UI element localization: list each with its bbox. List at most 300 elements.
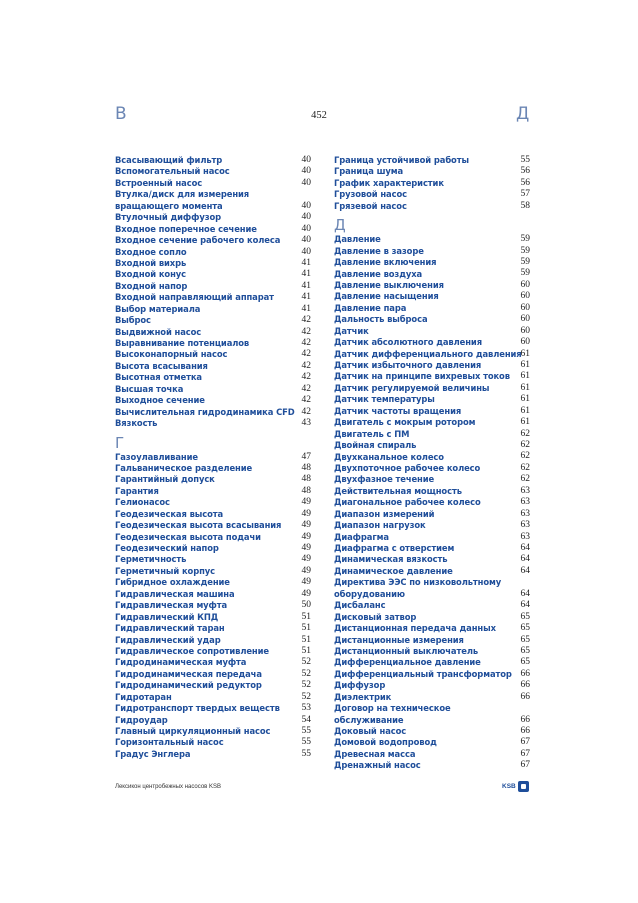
index-term: Давление в зазоре [334, 245, 424, 256]
index-page-ref: 63 [520, 497, 530, 508]
index-term: Древесная масса [334, 748, 416, 759]
index-page-ref: 65 [520, 623, 530, 634]
index-term: Доковый насос [334, 726, 407, 737]
index-entry [334, 349, 530, 360]
index-page-ref: 55 [301, 748, 311, 759]
index-term: Гидравлический КПД [115, 611, 219, 622]
index-page-ref: 48 [301, 485, 311, 496]
index-page-ref: 49 [301, 565, 311, 576]
index-page-ref: 61 [520, 382, 530, 393]
index-entry [115, 189, 311, 212]
index-term: Дисковый затвор [334, 611, 417, 622]
index-entry [334, 234, 530, 245]
index-entry [115, 737, 311, 748]
index-entry [334, 657, 530, 668]
index-page-ref: 63 [520, 520, 530, 531]
index-term: Датчик абсолютного давления [334, 337, 482, 348]
index-page-ref: 52 [301, 680, 311, 691]
index-column-right [334, 155, 530, 772]
index-entry [115, 304, 311, 315]
index-term: Давление пара [334, 302, 407, 313]
header-letter-right: Д [516, 104, 530, 124]
index-page-ref: 48 [301, 462, 311, 473]
index-term: Двигатель с мокрым ротором [334, 417, 476, 428]
index-entry [334, 291, 530, 302]
index-page-ref: 64 [520, 588, 530, 599]
index-term: Двигатель с ПМ [334, 428, 410, 439]
index-page-ref: 51 [301, 634, 311, 645]
index-term: Диагональное рабочее колесо [334, 497, 481, 508]
index-page-ref: 62 [520, 451, 530, 462]
index-page-ref: 62 [520, 428, 530, 439]
index-term: Главный циркуляционный насос [115, 726, 271, 737]
index-entry [334, 417, 530, 428]
index-term: Высотная отметка [115, 372, 202, 383]
index-page-ref: 41 [301, 303, 311, 314]
index-term: Домовой водопровод [334, 737, 437, 748]
index-term: Выброс [115, 315, 151, 326]
index-page-ref: 59 [520, 257, 530, 268]
index-term: Диафрагма [334, 531, 389, 542]
index-entry [334, 474, 530, 485]
index-entry [115, 520, 311, 531]
index-entry [115, 384, 311, 395]
index-entry [334, 703, 530, 726]
index-entry [115, 715, 311, 726]
index-page-ref: 52 [301, 691, 311, 702]
index-entry [115, 635, 311, 646]
index-term: Входное поперечное сечение [115, 223, 257, 234]
index-term: Грязевой насос [334, 200, 407, 211]
index-page-ref: 51 [301, 623, 311, 634]
index-page-ref: 63 [520, 531, 530, 542]
index-term: Дифференциальное давление [334, 657, 481, 668]
index-term: Дисбаланс [334, 600, 386, 611]
index-entry [115, 577, 311, 588]
index-term: Диффузор [334, 680, 386, 691]
index-entry [334, 440, 530, 451]
index-entry [334, 486, 530, 497]
index-page-ref: 64 [520, 554, 530, 565]
index-page-ref: 54 [301, 714, 311, 725]
index-page-ref: 60 [520, 314, 530, 325]
index-entry [115, 372, 311, 383]
index-term: Входной направляющий аппарат [115, 292, 274, 303]
ksb-logo-icon [518, 781, 529, 792]
index-page-ref: 61 [520, 359, 530, 370]
index-term: Гидравлический удар [115, 634, 221, 645]
index-entry [334, 497, 530, 508]
index-page-ref: 51 [301, 611, 311, 622]
index-term: Дистанционный выключатель [334, 645, 479, 656]
index-term: Диэлектрик [334, 691, 392, 702]
index-entry [334, 257, 530, 268]
index-entry [115, 703, 311, 714]
index-entry [115, 692, 311, 703]
index-entry [334, 554, 530, 565]
index-term: Геодезическая высота [115, 508, 224, 519]
index-entry [115, 497, 311, 508]
index-term: Входной напор [115, 280, 188, 291]
index-entry [115, 395, 311, 406]
index-term: Двухпоточное рабочее колесо [334, 462, 481, 473]
index-page-ref: 42 [301, 326, 311, 337]
index-term: Геодезическая высота всасывания [115, 520, 282, 531]
index-page-ref: 63 [520, 485, 530, 496]
index-entry [334, 429, 530, 440]
index-term: Гальваническое разделение [115, 462, 253, 473]
index-term: Вязкость [115, 418, 158, 429]
index-entry [115, 554, 311, 565]
index-page-ref: 66 [520, 714, 530, 725]
index-entry [115, 235, 311, 246]
index-page-ref: 49 [301, 577, 311, 588]
index-entry [334, 314, 530, 325]
index-term: Герметичность [115, 554, 187, 565]
index-entry [115, 646, 311, 657]
index-term: Высота всасывания [115, 360, 208, 371]
index-term: Гидравлическая муфта [115, 600, 228, 611]
index-term: Горизонтальный насос [115, 737, 224, 748]
index-entry [115, 212, 311, 223]
index-term: Входное сопло [115, 246, 187, 257]
index-page-ref: 49 [301, 497, 311, 508]
index-term: Гелионасос [115, 497, 170, 508]
index-page-ref: 53 [301, 703, 311, 714]
index-entry [334, 201, 530, 212]
index-entry [334, 509, 530, 520]
index-entry [115, 418, 311, 429]
index-term: Входной конус [115, 269, 186, 280]
index-term: Динамическое давление [334, 565, 453, 576]
index-page-ref: 55 [301, 737, 311, 748]
index-page-ref: 59 [520, 268, 530, 279]
index-term: Гидравлический таран [115, 623, 225, 634]
index-page-ref: 59 [520, 234, 530, 245]
index-page-ref: 47 [301, 451, 311, 462]
index-term: Дистанционная передача данных [334, 623, 496, 634]
index-entry [115, 726, 311, 737]
index-page-ref: 41 [301, 257, 311, 268]
index-page-ref: 40 [301, 166, 311, 177]
index-entry [334, 337, 530, 348]
index-page-ref: 64 [520, 600, 530, 611]
index-page-ref: 52 [301, 668, 311, 679]
index-term: Граница шума [334, 166, 404, 177]
index-page-ref: 59 [520, 245, 530, 256]
index-term: Диапазон нагрузок [334, 520, 426, 531]
index-term: Диафрагма с отверстием [334, 543, 455, 553]
index-page-ref: 56 [520, 177, 530, 188]
entries-v [115, 155, 311, 430]
section-letter-g: Г [115, 433, 125, 452]
index-page-ref: 55 [520, 154, 530, 165]
index-term: Выбор материала [115, 303, 201, 314]
index-page-ref: 57 [520, 189, 530, 200]
index-entry [334, 543, 530, 554]
index-term: График характеристик [334, 177, 444, 188]
index-page-ref: 66 [520, 680, 530, 691]
index-page-ref: 42 [301, 372, 311, 383]
footer-text: Лексикон центробежных насосов KSB [115, 784, 222, 790]
index-term: Дренажный насос [334, 760, 421, 771]
index-entry [115, 258, 311, 269]
index-term: Датчик температуры [334, 394, 435, 405]
index-page-ref: 56 [520, 166, 530, 177]
index-term: Гидротаран [115, 691, 172, 702]
index-entry [334, 178, 530, 189]
index-page-ref: 41 [301, 269, 311, 280]
index-entry [115, 452, 311, 463]
index-term: Встроенный насос [115, 177, 203, 188]
index-page-ref: 49 [301, 520, 311, 531]
index-entry [334, 520, 530, 531]
index-entry [334, 600, 530, 611]
entries-d [334, 234, 530, 772]
index-term: Двойная спираль [334, 440, 417, 451]
index-term: Гидравлическая машина [115, 588, 235, 599]
index-page-ref: 64 [520, 565, 530, 576]
index-entry [334, 326, 530, 337]
index-page-ref: 61 [520, 348, 530, 359]
index-term: Вспомогательный насос [115, 166, 230, 177]
index-entry [334, 280, 530, 291]
index-term: Диапазон измерений [334, 508, 435, 519]
index-term: Гидротранспорт твердых веществ [115, 703, 280, 714]
index-page-ref: 65 [520, 645, 530, 656]
index-entry [334, 737, 530, 748]
index-entry [115, 669, 311, 680]
index-entry [334, 623, 530, 634]
index-entry [334, 189, 530, 200]
index-entry [115, 543, 311, 554]
index-term: Датчик регулируемой величины [334, 382, 490, 393]
index-page-ref: 67 [520, 748, 530, 759]
index-term: Высоконапорный насос [115, 349, 228, 360]
index-page-ref: 61 [520, 417, 530, 428]
index-entry [115, 155, 311, 166]
index-term: Датчик [334, 325, 369, 336]
index-entry [115, 349, 311, 360]
index-entry [115, 474, 311, 485]
index-term: Высшая точка [115, 383, 184, 394]
index-term: Гидравлическое сопротивление [115, 645, 269, 656]
index-page-ref: 42 [301, 349, 311, 360]
index-entry [334, 726, 530, 737]
index-entry [334, 166, 530, 177]
index-entry [334, 463, 530, 474]
index-entry [334, 566, 530, 577]
index-entry [334, 303, 530, 314]
index-entry [115, 178, 311, 189]
index-term: Динамическая вязкость [334, 554, 448, 565]
index-term: Входное сечение рабочего колеса [115, 235, 281, 246]
index-page-ref: 41 [301, 292, 311, 303]
index-entry [115, 623, 311, 634]
index-page-ref: 49 [301, 588, 311, 599]
index-entry [115, 532, 311, 543]
index-term: Всасывающий фильтр [115, 155, 223, 165]
page-number: 452 [311, 110, 327, 121]
index-entry [334, 532, 530, 543]
index-page-ref: 43 [301, 418, 311, 429]
index-entry [115, 589, 311, 600]
index-term: Гарантийный допуск [115, 474, 215, 485]
index-page-ref: 65 [520, 611, 530, 622]
index-term: Гидродинамический редуктор [115, 680, 262, 691]
index-term: Действительная мощность [334, 485, 462, 496]
index-page-ref: 66 [520, 691, 530, 702]
index-page-ref: 64 [520, 542, 530, 553]
index-entry [115, 292, 311, 303]
index-entry [115, 338, 311, 349]
index-entry [115, 407, 311, 418]
index-page-ref: 40 [301, 154, 311, 165]
index-page-ref: 60 [520, 302, 530, 313]
index-page-ref: 51 [301, 645, 311, 656]
index-term: Датчик частоты вращения [334, 405, 462, 416]
index-page-ref: 62 [520, 474, 530, 485]
index-page-ref: 60 [520, 325, 530, 336]
section-header-d [334, 212, 530, 234]
index-entry [334, 371, 530, 382]
entries-g-cont [334, 155, 530, 212]
index-term: Градус Энглера [115, 748, 191, 759]
index-term: Гидроудар [115, 714, 168, 725]
index-page-ref: 60 [520, 291, 530, 302]
index-entry [115, 166, 311, 177]
index-page-ref: 49 [301, 554, 311, 565]
index-term: Граница устойчивой работы [334, 155, 469, 165]
index-page-ref: 49 [301, 508, 311, 519]
section-header-g [115, 430, 311, 452]
entries-g [115, 452, 311, 761]
index-entry [115, 612, 311, 623]
index-page-ref: 40 [301, 235, 311, 246]
index-page-ref: 42 [301, 315, 311, 326]
index-entry [115, 281, 311, 292]
index-entry [334, 452, 530, 463]
index-entry [115, 269, 311, 280]
index-entry [334, 669, 530, 680]
index-entry [334, 269, 530, 280]
index-entry [115, 361, 311, 372]
index-term: Датчик избыточного давления [334, 360, 482, 370]
index-term: Двухфазное течение [334, 474, 435, 485]
index-entry [334, 760, 530, 771]
index-page-ref: 65 [520, 634, 530, 645]
index-page-ref: 42 [301, 360, 311, 371]
index-entry [334, 360, 530, 371]
index-term: Датчик дифференциального давления [334, 348, 522, 359]
index-term: Гидродинамическая передача [115, 668, 262, 679]
index-entry [334, 383, 530, 394]
index-entry [115, 315, 311, 326]
index-term: Дальность выброса [334, 314, 428, 325]
index-page-ref: 63 [520, 508, 530, 519]
index-page-ref: 42 [301, 406, 311, 417]
index-term: Датчик на принципе вихревых токов [334, 371, 510, 382]
index-page-ref: 61 [520, 394, 530, 405]
index-term: Давление включения [334, 257, 437, 268]
index-term: Давление насыщения [334, 291, 439, 302]
index-term: Грузовой насос [334, 189, 407, 200]
index-column-left [115, 155, 311, 760]
index-page-ref: 40 [301, 246, 311, 257]
index-entry [334, 612, 530, 623]
index-term: Давление [334, 234, 381, 245]
index-page-ref: 60 [520, 337, 530, 348]
index-page-ref: 58 [520, 200, 530, 211]
index-term: Давление выключения [334, 279, 444, 290]
index-entry [334, 635, 530, 646]
index-entry [334, 394, 530, 405]
index-term: Втулка/диск для измерения вращающего момента [115, 189, 250, 211]
index-page-ref: 42 [301, 395, 311, 406]
index-term: Геодезическая высота подачи [115, 531, 261, 542]
index-page-ref: 50 [301, 600, 311, 611]
index-page-ref: 67 [520, 737, 530, 748]
section-letter-d: Д [334, 216, 346, 235]
index-term: Выравнивание потенциалов [115, 338, 250, 349]
index-term: Герметичный корпус [115, 565, 215, 576]
index-entry [334, 246, 530, 257]
index-page-ref: 66 [520, 726, 530, 737]
index-page-ref: 49 [301, 531, 311, 542]
index-entry [115, 247, 311, 258]
index-page-ref: 42 [301, 383, 311, 394]
index-page-ref: 65 [520, 657, 530, 668]
index-page-ref: 41 [301, 280, 311, 291]
index-page-ref: 49 [301, 543, 311, 553]
index-entry [115, 566, 311, 577]
index-entry [334, 749, 530, 760]
index-page-ref: 66 [520, 668, 530, 679]
index-entry [115, 680, 311, 691]
index-entry [115, 486, 311, 497]
index-page-ref: 40 [301, 177, 311, 188]
index-term: Выходное сечение [115, 395, 205, 406]
index-page-ref: 40 [301, 223, 311, 234]
index-term: Гарантия [115, 485, 159, 496]
index-term: Вычислительная гидродинамика CFD [115, 406, 295, 417]
index-entry [334, 406, 530, 417]
index-term: Дистанционные измерения [334, 634, 464, 645]
index-page-ref: 40 [301, 212, 311, 223]
index-entry [115, 749, 311, 760]
index-term: Втулочный диффузор [115, 212, 222, 223]
index-entry [115, 224, 311, 235]
index-term: Гидродинамическая муфта [115, 657, 247, 668]
logo-text: KSB [502, 783, 516, 790]
index-term: Гибридное охлаждение [115, 577, 230, 588]
index-entry [115, 657, 311, 668]
index-page-ref: 67 [520, 760, 530, 771]
index-entry [334, 646, 530, 657]
index-term: Директива ЭЭС по низковольтному оборудованию [334, 577, 502, 599]
index-term: Договор на техническое обслуживание [334, 703, 451, 725]
index-page-ref: 61 [520, 405, 530, 416]
index-page-ref: 42 [301, 338, 311, 348]
index-entry [115, 509, 311, 520]
index-page-ref: 52 [301, 657, 311, 668]
index-term: Газоулавливание [115, 451, 198, 462]
index-entry [115, 327, 311, 338]
index-page-ref: 62 [520, 440, 530, 451]
header-letter-left: В [115, 104, 127, 124]
index-page-ref: 62 [520, 462, 530, 473]
index-page-ref: 55 [301, 726, 311, 736]
